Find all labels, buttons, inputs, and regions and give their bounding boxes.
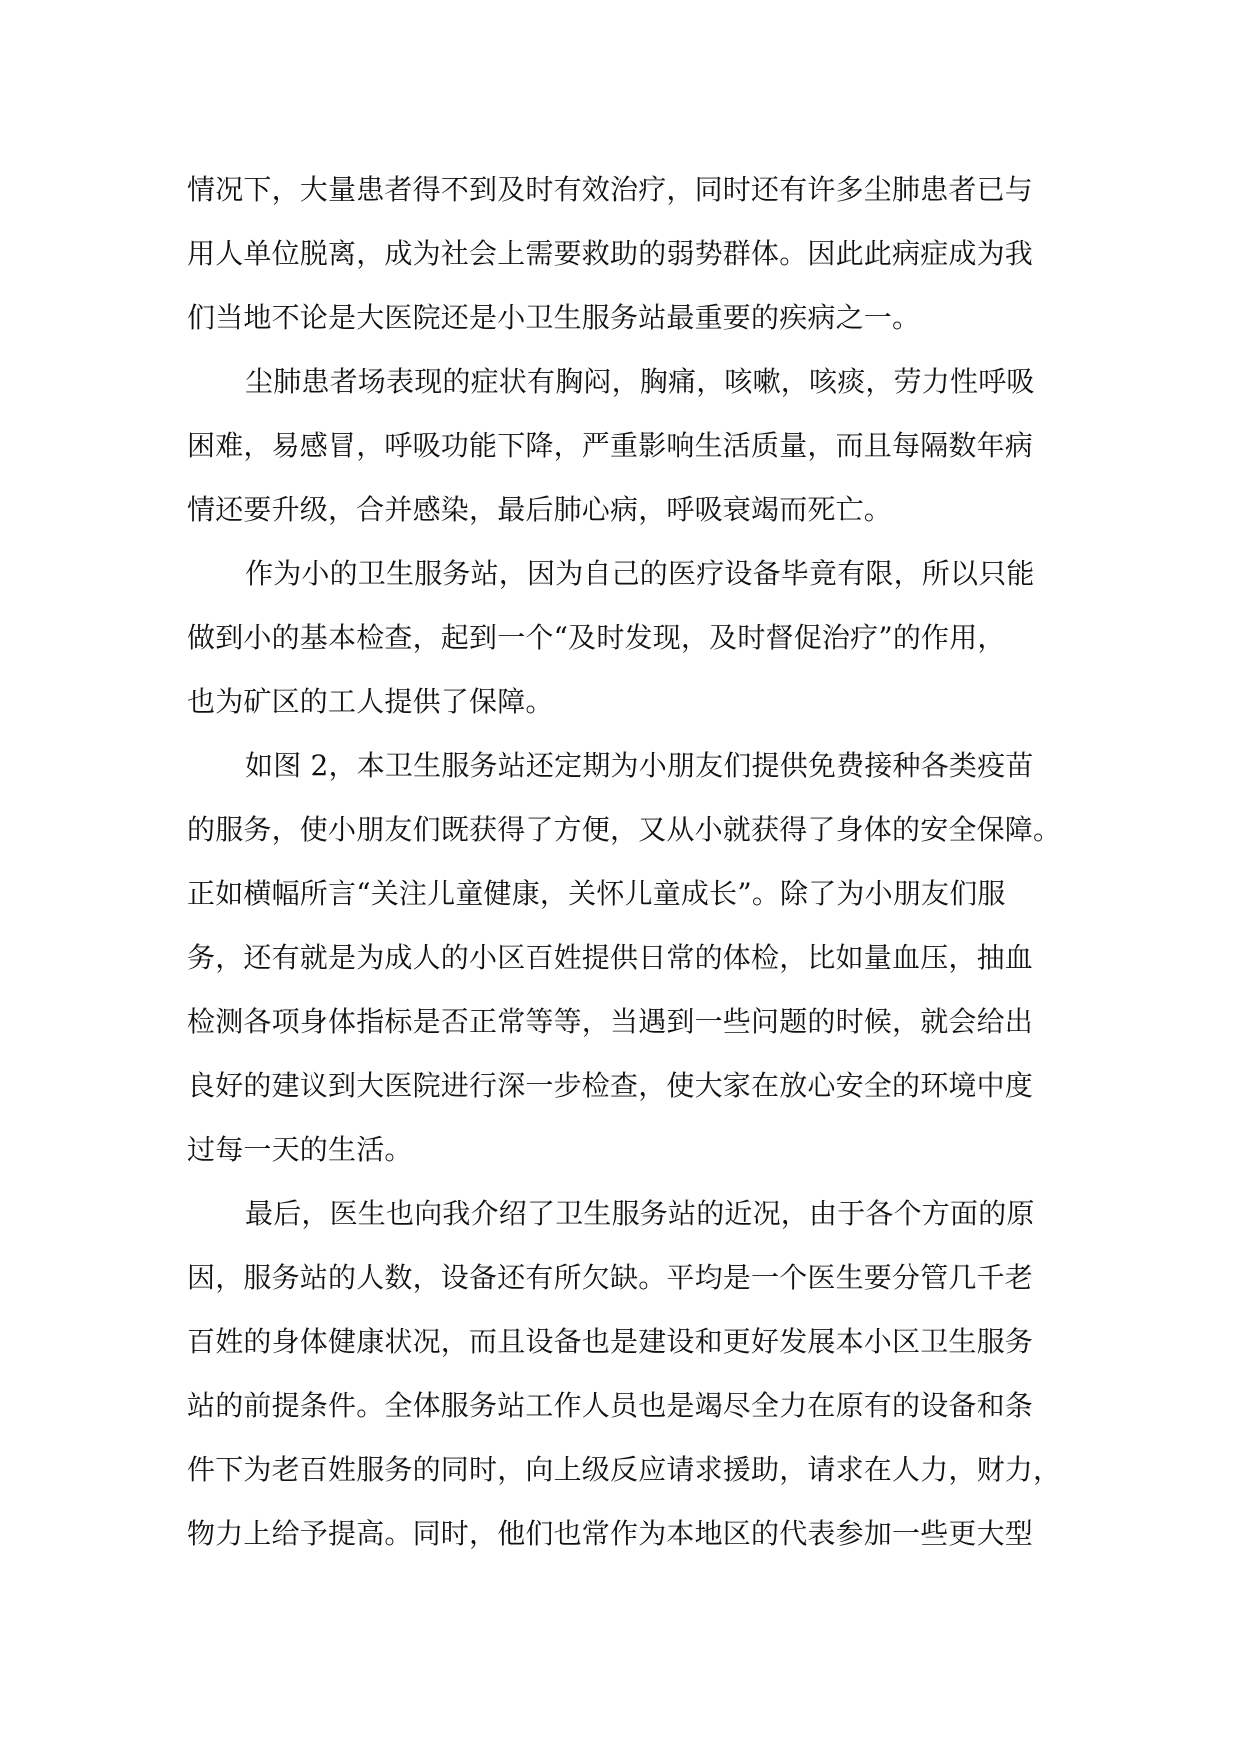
text-line: 件下为老百姓服务的同时，向上级反应请求援助，请求在人力，财力， bbox=[187, 1453, 1062, 1486]
paragraph-2 bbox=[187, 350, 1055, 542]
text-line-first: 尘肺患者场表现的症状有胸闷，胸痛，咳嗽，咳痰，劳力性呼吸 bbox=[245, 365, 1035, 398]
text-line-first: 如图 2，本卫生服务站还定期为小朋友们提供免费接种各类疫苗 bbox=[245, 749, 1034, 782]
paragraph-4 bbox=[187, 734, 1062, 1182]
text-line: 困难，易感冒，呼吸功能下降，严重影响生活质量，而且每隔数年病 bbox=[187, 429, 1034, 462]
text-line: 做到小的基本检查，起到一个“及时发现，及时督促治疗”的作用， bbox=[187, 621, 1006, 654]
text-line: 良好的建议到大医院进行深一步检查，使大家在放心安全的环境中度 bbox=[187, 1069, 1034, 1102]
text-line: 们当地不论是大医院还是小卫生服务站最重要的疾病之一。 bbox=[187, 301, 921, 334]
text-line-first: 最后，医生也向我介绍了卫生服务站的近况，由于各个方面的原 bbox=[245, 1197, 1035, 1230]
text-line: 也为矿区的工人提供了保障。 bbox=[187, 685, 554, 718]
text-line: 百姓的身体健康状况，而且设备也是建设和更好发展本小区卫生服务 bbox=[187, 1325, 1034, 1358]
text-line: 站的前提条件。全体服务站工作人员也是竭尽全力在原有的设备和条 bbox=[187, 1389, 1034, 1422]
text-line-first: 作为小的卫生服务站，因为自己的医疗设备毕竟有限，所以只能 bbox=[245, 557, 1035, 590]
text-line: 正如横幅所言“关注儿童健康，关怀儿童成长”。除了为小朋友们服 bbox=[187, 877, 1006, 910]
paragraph-1 bbox=[187, 158, 1055, 350]
text-line: 检测各项身体指标是否正常等等，当遇到一些问题的时候，就会给出 bbox=[187, 1005, 1034, 1038]
text-line: 物力上给予提高。同时，他们也常作为本地区的代表参加一些更大型 bbox=[187, 1517, 1034, 1550]
text-line: 用人单位脱离，成为社会上需要救助的弱势群体。因此此病症成为我 bbox=[187, 237, 1034, 270]
text-line: 过每一天的生活。 bbox=[187, 1133, 413, 1166]
body-text bbox=[187, 158, 1062, 1566]
text-line: 情况下，大量患者得不到及时有效治疗，同时还有许多尘肺患者已与 bbox=[187, 173, 1034, 206]
text-line: 因，服务站的人数，设备还有所欠缺。平均是一个医生要分管几千老 bbox=[187, 1261, 1034, 1294]
paragraph-3 bbox=[187, 542, 1055, 734]
text-line: 务，还有就是为成人的小区百姓提供日常的体检，比如量血压，抽血 bbox=[187, 941, 1034, 974]
text-line: 的服务，使小朋友们既获得了方便，又从小就获得了身体的安全保障。 bbox=[187, 813, 1062, 846]
text-line: 情还要升级，合并感染，最后肺心病，呼吸衰竭而死亡。 bbox=[187, 493, 893, 526]
paragraph-5 bbox=[187, 1182, 1062, 1566]
